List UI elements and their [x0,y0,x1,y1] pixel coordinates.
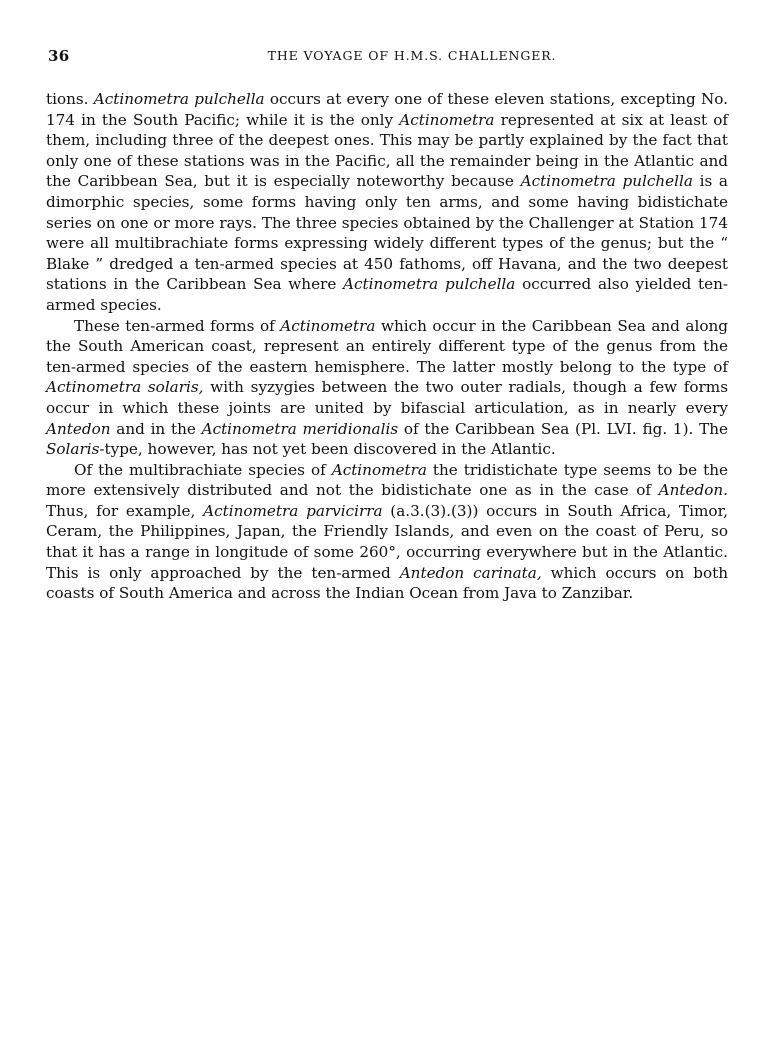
page-number: 36 [48,47,70,65]
page-header [46,47,728,67]
text-run: is a dimorphic species, some forms having only ten arms, and some having bidistichate series on one or more rays. The three species obtained by the Challenger at Station 174 were all multibrachiate forms expressing widely different types of the genus; but the “ Blake ” dredged a ten-armed species at 450 fathoms, off Havana, and the two deepest stations in the Caribbean Sea where [46,172,728,294]
body-text [46,89,728,604]
italic-run: Actinometra solaris, [46,378,204,397]
text-run: tions. [46,90,94,108]
text-run: with syzygies between the two outer radials, though a few forms occur in which these joints are united by bifascial articulation, as in nearly every [46,378,728,417]
text-run: -type, however, has not yet been discovered in the Atlantic. [99,440,556,459]
paragraph [46,89,728,316]
text-run: These ten-armed forms of [74,316,281,335]
text-run: and in the [110,419,202,438]
italic-run: Antedon carinata, [399,563,542,582]
text-run: Thus, for example, [46,501,204,520]
text-run: of the Caribbean Sea (Pl. LVI. fig. 1). The [398,419,728,438]
italic-run: Actinometra [399,110,495,129]
paragraph [46,460,728,604]
text-run: Of the multibrachiate species of [74,460,332,479]
text-run: represented at six at least of them, including three of the deepest ones. This may be partly explained by the fact that only one of these stations was in the Pacific, all the remainder being in the Atlantic and the Caribbean Sea, but it is especially noteworthy because [46,110,729,191]
text-run: which occur in the Caribbean Sea and along the South American coast, represent an entirely different type of the genus from the ten-armed species of the eastern hemisphere. The latter mostly belong to the type of [46,316,728,376]
text-run: occurred also yielded ten-armed species. [46,275,729,314]
italic-run: Actinometra pulchella [93,90,265,108]
italic-run: Antedon [46,419,111,438]
paragraph [46,316,728,460]
italic-run: Solaris [46,440,100,459]
text-run: (a.3.(3).(3)) occurs in South Africa, Timor, Ceram, the Philippines, Japan, the Friendly Islands, and even on the coast of Peru, so that it has a range in longitude of some 260°, occurring everywhere but in the Atlantic. This is only approached by the ten-armed [46,501,728,582]
running-title: THE VOYAGE OF H.M.S. CHALLENGER. [267,48,557,63]
italic-run: Actinometra pulchella [343,275,516,294]
italic-run: Actinometra pulchella [520,172,693,191]
text-run: occurs at every one of these eleven stations, excepting No. 174 in the South Pacific; while it is the only [46,90,728,129]
italic-run: Actinometra meridionalis [201,419,399,438]
italic-run: Actinometra parvicirra [203,501,383,520]
text-run: which occurs on both coasts of South America and across the Indian Ocean from Java to Zanzibar. [46,563,729,603]
italic-run: Actinometra [280,316,376,335]
text-run: the tridistichate type seems to be the more extensively distributed and not the bidistichate one as in the case of [46,460,729,500]
italic-run: Antedon. [658,481,728,500]
italic-run: Actinometra [331,460,427,479]
